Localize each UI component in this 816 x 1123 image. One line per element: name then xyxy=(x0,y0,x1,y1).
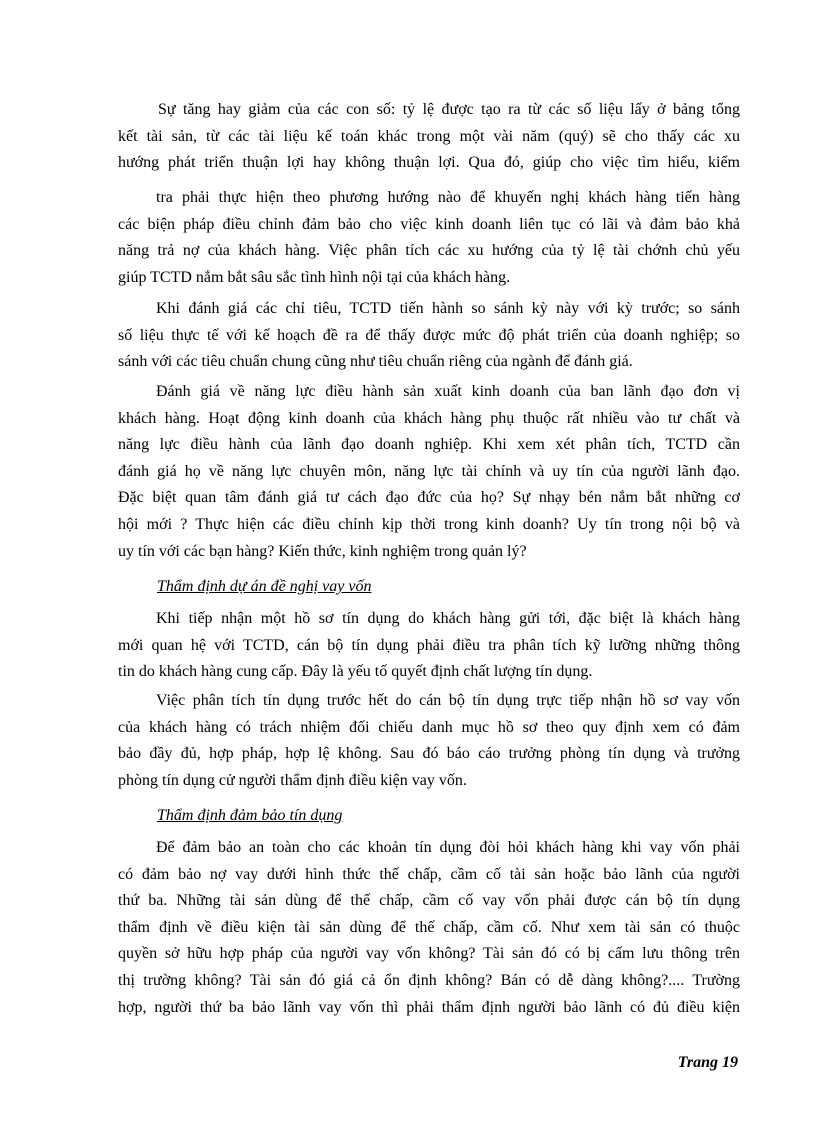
paragraph-line: năng trả nợ của khách hàng. Việc phân tích các xu hướng của tỷ lệ tài chớnh chủ yếu xyxy=(118,242,740,260)
paragraph-line: Việc phân tích tín dụng trước hết do cán bộ tín dụng trực tiếp nhận hồ sơ vay vốn xyxy=(156,692,740,709)
paragraph-line: số liệu thực tế với kế hoạch đề ra để thấy được mức độ phát triển của doanh nghiệp; so xyxy=(118,326,740,344)
paragraph-line: mới quan hệ với TCTD, cán bộ tín dụng phải điều tra phân tích kỹ lưỡng những thông xyxy=(118,636,740,654)
paragraph-line: khách hàng. Hoạt động kinh doanh của khách hàng phụ thuộc rất nhiều vào tư chất và xyxy=(118,409,740,427)
paragraph-line: kết tài sản, từ các tài liệu kế toán khác trong một vài năm (quý) sẽ cho thấy các xu xyxy=(118,127,740,145)
paragraph-line: hội mới ? Thực hiện các điều chỉnh kịp thời trong kinh doanh? Uy tín trong nội bộ và xyxy=(118,515,740,533)
paragraph-line: Đặc biệt quan tâm đánh giá tư cách đạo đức của họ? Sự nhạy bén nắm bắt những cơ xyxy=(118,489,740,507)
paragraph-4 xyxy=(118,379,740,565)
paragraph-line: bảo đầy đủ, hợp pháp, hợp lệ không. Sau đó báo cáo trưởng phòng tín dụng và trưởng xyxy=(118,745,740,763)
paragraph-line: Sự tăng hay giảm của các con số: tỷ lệ được tạo ra từ các số liệu lấy ở bảng tổng xyxy=(158,101,740,118)
paragraph-line: hướng phát triển thuận lợi hay không thuận lợi. Qua đó, giúp cho việc tìm hiểu, kiểm xyxy=(118,154,740,172)
page-number: Trang 19 xyxy=(677,1054,738,1071)
paragraph-line: đánh giá họ về năng lực chuyên môn, năng lực tài chính và uy tín của người lãnh đạo. xyxy=(118,462,740,480)
paragraph-line: thẩm định về điều kiện tài sản dùng để thế chấp, cầm cố. Như xem tài sản có thuộc xyxy=(118,918,740,936)
section-heading: Thẩm định dự án đề nghị vay vốn xyxy=(157,578,372,595)
paragraph-line: giúp TCTD nắm bắt sâu sắc tình hình nội tại của khách hàng. xyxy=(118,268,511,286)
paragraph-6 xyxy=(118,688,740,794)
paragraph-line: tra phải thực hiện theo phương hướng nào để khuyến nghị khách hàng tiến hàng xyxy=(156,189,740,206)
paragraph-line: của khách hàng có trách nhiệm đối chiếu danh mục hồ sơ theo quy định xem có đảm xyxy=(118,718,740,736)
section-heading: Thẩm định đảm bảo tín dụng xyxy=(157,807,343,824)
paragraph-line: uy tín với các bạn hàng? Kiến thức, kinh nghiệm trong quản lý? xyxy=(118,542,527,560)
paragraph-1 xyxy=(118,97,740,177)
paragraph-line: Để đảm bảo an toàn cho các khoản tín dụng đòi hỏi khách hàng khi vay vốn phải xyxy=(156,839,740,856)
paragraph-line: thứ ba. Những tài sản dùng để thế chấp, cầm cố vay vốn phải được cán bộ tín dụng xyxy=(118,892,740,910)
paragraph-2 xyxy=(118,185,740,291)
paragraph-line: sánh với các tiêu chuẩn chung cũng như tiêu chuẩn riêng của ngành để đánh giá. xyxy=(118,353,633,371)
paragraph-line: Khi đánh giá các chỉ tiêu, TCTD tiến hành so sánh kỳ này với kỳ trước; so sánh xyxy=(156,300,740,317)
paragraph-5 xyxy=(118,606,740,686)
paragraph-line: các biện pháp điều chỉnh đảm bảo cho việc kinh doanh liên tục có lãi và đảm bảo khả xyxy=(118,215,740,233)
paragraph-line: hợp, người thứ ba bảo lãnh vay vốn thì phải thẩm định người bảo lãnh có đủ điều kiện xyxy=(118,998,740,1016)
paragraph-line: tin do khách hàng cung cấp. Đây là yếu tố quyết định chất lượng tín dụng. xyxy=(118,663,593,681)
paragraph-line: Đánh giá về năng lực điều hành sản xuất kinh doanh của ban lãnh đạo đơn vị xyxy=(156,383,740,400)
paragraph-7 xyxy=(118,835,740,1021)
paragraph-3 xyxy=(118,296,740,376)
paragraph-line: quyền sở hữu hợp pháp của người vay vốn không? Tài sản đó có bị cấm lưu thông trên xyxy=(118,945,740,963)
paragraph-line: Khi tiếp nhận một hồ sơ tín dụng do khách hàng gửi tới, đặc biệt là khách hàng xyxy=(156,610,740,627)
paragraph-line: phòng tín dụng cử người thẩm định điều kiện vay vốn. xyxy=(118,771,467,789)
paragraph-line: năng lực điều hành của lãnh đạo doanh nghiệp. Khi xem xét phân tích, TCTD cần xyxy=(118,436,740,454)
paragraph-line: có đảm bảo nợ vay dưới hình thức thế chấp, cầm cố tài sản hoặc bảo lãnh của người xyxy=(118,865,740,883)
paragraph-line: thị trường không? Tài sản đó giá cả ổn định không? Bán có dễ dàng không?.... Trường xyxy=(118,971,740,989)
